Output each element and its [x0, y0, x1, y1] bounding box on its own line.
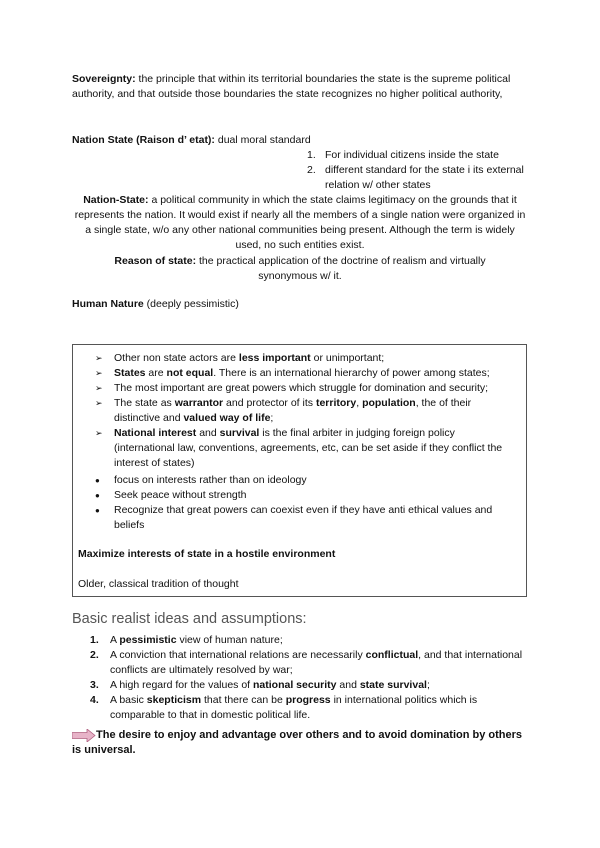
text-run: ,	[356, 397, 363, 409]
classical-tradition-line: Older, classical tradition of thought	[78, 578, 239, 590]
text-run: and	[196, 427, 220, 439]
arrow-bullet-icon: ➢	[95, 368, 103, 378]
human-nature-note: (deeply pessimistic)	[143, 298, 239, 310]
text-run: , and that international conflicts are ultimately resolved by war;	[110, 649, 523, 676]
list-item	[307, 163, 527, 193]
list-item	[95, 381, 515, 396]
reason-of-state-term: Reason of state:	[114, 255, 197, 267]
bullet-icon: ●	[95, 506, 100, 515]
list-text	[114, 426, 515, 471]
human-nature-term: Human Nature	[72, 298, 144, 310]
list-item	[95, 351, 515, 366]
list-item	[90, 693, 530, 723]
list-number: 3.	[90, 679, 99, 691]
text-run: A	[110, 634, 120, 646]
list-number: 4.	[90, 694, 99, 706]
bullet-list	[95, 473, 515, 533]
text-run: Other non state actors are	[114, 352, 239, 364]
nation-state-paragraph	[72, 193, 528, 253]
list-text: Recognize that great powers can coexist even if they have anti ethical values and beliefs	[114, 504, 493, 531]
bold-text: not equal	[166, 367, 214, 379]
text-run: The most important are great powers which struggle for domination and security;	[114, 382, 489, 394]
callout-text	[72, 728, 532, 758]
bold-text: conflictual	[365, 649, 419, 661]
assumptions-list	[90, 633, 530, 723]
arrow-bullet-icon: ➢	[95, 398, 103, 408]
human-nature-line	[72, 297, 532, 312]
list-item	[90, 648, 530, 678]
list-text	[114, 381, 488, 396]
realism-summary-box	[72, 344, 527, 597]
list-item	[95, 488, 515, 503]
list-text	[110, 693, 530, 723]
arrow-bullet-icon: ➢	[95, 353, 103, 363]
list-text: different standard for the state i its external relation w/ other states	[325, 164, 524, 191]
list-item	[95, 396, 515, 426]
text-run: A basic	[110, 694, 147, 706]
bold-text: state survival	[359, 679, 427, 691]
text-run: ;	[270, 412, 274, 424]
list-item	[95, 473, 515, 488]
list-item	[307, 148, 527, 163]
list-text	[110, 648, 530, 678]
dual-standard-list	[307, 148, 527, 193]
reason-of-state-paragraph	[90, 254, 510, 284]
sovereignty-term: Sovereignty:	[72, 73, 136, 85]
sovereignty-definition: the principle that within its territorial boundaries the state is the supreme political authority, and that outside those boundaries the state recognizes no higher political authority,	[72, 73, 511, 100]
text-run: in international politics which is comparable to that in domestic political life.	[110, 694, 478, 721]
list-text	[110, 633, 283, 648]
text-run: . There is an international hierarchy of power among states;	[213, 367, 490, 379]
maximize-interests-text: Maximize interests of state in a hostile environment	[78, 548, 336, 560]
nation-state-raison-definition: dual moral standard	[214, 134, 311, 146]
text-run: that there can be	[201, 694, 286, 706]
bold-text: warrantor	[174, 397, 224, 409]
arrow-bullet-icon: ➢	[95, 383, 103, 393]
bold-text: less important	[238, 352, 311, 364]
bold-text: national security	[253, 679, 337, 691]
text-run: or unimportant;	[310, 352, 385, 364]
text-run: is the final arbiter in judging foreign policy (international law, conventions, agreements, etc, can be set aside if they conflict the interest of states)	[114, 427, 503, 469]
list-text	[114, 396, 515, 426]
bold-text: National interest	[114, 427, 197, 439]
text-run: ;	[426, 679, 430, 691]
list-item	[90, 633, 530, 648]
bold-text: population	[362, 397, 416, 409]
bold-text: territory	[315, 397, 357, 409]
reason-of-state-definition: the practical application of the doctrine of realism and virtually synonymous w/ it.	[196, 255, 486, 282]
list-number: 2.	[90, 649, 99, 661]
bold-text: pessimistic	[119, 634, 177, 646]
bullet-icon: ●	[95, 476, 100, 485]
bold-text: survival	[219, 427, 260, 439]
nation-state-term: Nation-State:	[83, 194, 149, 206]
bold-text: progress	[285, 694, 331, 706]
assumptions-heading: Basic realist ideas and assumptions:	[72, 611, 307, 627]
bold-text: skepticism	[146, 694, 202, 706]
text-run: , the of their distinctive and	[114, 397, 472, 424]
list-text	[110, 678, 430, 693]
list-text	[114, 366, 490, 381]
arrow-bullet-icon: ➢	[95, 428, 103, 438]
text-run: The state as	[114, 397, 175, 409]
list-item	[95, 503, 515, 533]
list-number: 2.	[307, 164, 316, 176]
text-run: and protector of its	[223, 397, 316, 409]
text-run: and	[336, 679, 360, 691]
text-run: A conviction that international relations are necessarily	[110, 649, 366, 661]
list-text: focus on interests rather than on ideology	[114, 474, 307, 486]
list-text: Seek peace without strength	[114, 489, 247, 501]
list-item	[95, 426, 515, 471]
list-item	[95, 366, 515, 381]
callout-sentence: The desire to enjoy and advantage over others and to avoid domination by others is universal.	[72, 729, 523, 756]
text-run: view of human nature;	[176, 634, 283, 646]
text-run: are	[145, 367, 167, 379]
list-text	[114, 351, 384, 366]
maximize-interests-line	[78, 547, 335, 562]
text-run: A high regard for the values of	[110, 679, 254, 691]
list-text: For individual citizens inside the state	[325, 149, 499, 161]
bullet-icon: ●	[95, 491, 100, 500]
nation-state-raison-term: Nation State (Raison d’ etat):	[72, 134, 215, 146]
list-item	[90, 678, 530, 693]
nation-state-raison-paragraph	[72, 133, 532, 148]
nation-state-definition: a political community in which the state claims legitimacy on the grounds that it represents the nation. It would exist if nearly all the members of a single nation were organized in a single state, w/o any other national communities being present. Although the term is widely used, no such entities exist.	[74, 194, 526, 251]
bold-text: States	[114, 367, 146, 379]
sovereignty-paragraph	[72, 72, 532, 102]
list-number: 1.	[307, 149, 316, 161]
list-number: 1.	[90, 634, 99, 646]
bold-text: valued way of life	[183, 412, 271, 424]
arrow-list	[95, 351, 515, 471]
